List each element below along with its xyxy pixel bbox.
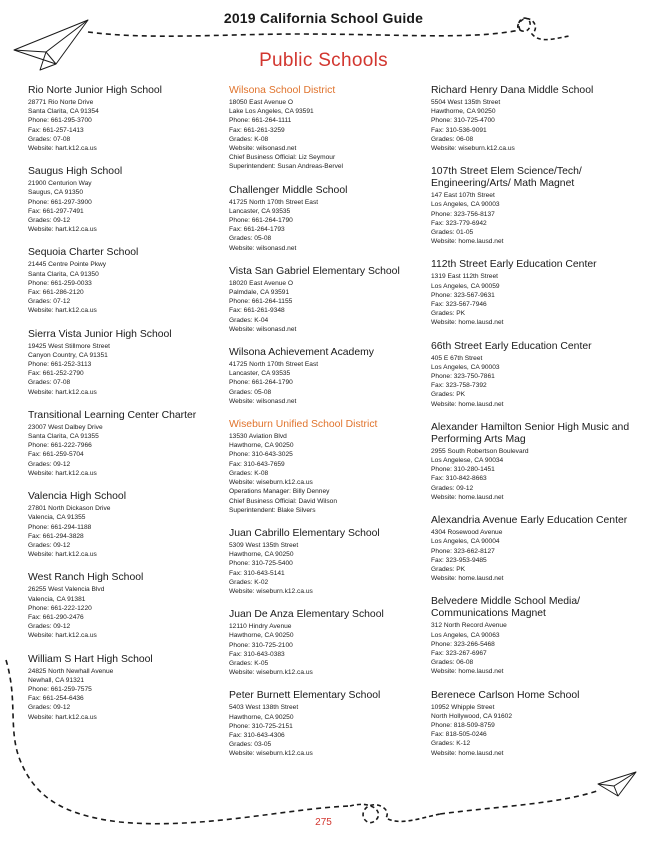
- listing-detail-line: Phone: 818-509-8759: [431, 721, 495, 729]
- dashed-flight-path-bottom-right: [440, 790, 600, 814]
- listing-detail-line: Website: wilsonasd.net: [229, 397, 297, 405]
- listing-detail-line: Grades: 07-12: [28, 298, 71, 306]
- listing-detail-line: 41725 North 170th Street East: [229, 361, 319, 369]
- school-name: Valencia High School: [28, 491, 127, 503]
- listing-detail-line: Superintendent: Susan Andreas-Bervel: [229, 163, 343, 171]
- listing-detail-line: Lancaster, CA 93535: [229, 370, 291, 378]
- listing-detail-line: Valencia, CA 91355: [28, 514, 86, 522]
- school-name: Wilsona Achievement Academy: [229, 347, 374, 359]
- listing-detail-line: 26255 West Valencia Blvd: [28, 586, 105, 594]
- school-name: Juan Cabrillo Elementary School: [229, 527, 380, 539]
- listing-detail-line: Fax: 323-779-6942: [431, 219, 487, 227]
- listing-detail-line: 4304 Rosewood Avenue: [431, 529, 503, 537]
- listing-detail-line: Phone: 661-264-1790: [229, 379, 293, 387]
- school-name: Vista San Gabriel Elementary School: [229, 265, 400, 277]
- school-name: 66th Street Early Education Center: [431, 340, 592, 352]
- listing-detail-line: 24825 North Newhall Avenue: [28, 667, 114, 675]
- listing-detail-line: 1319 East 112th Street: [431, 273, 498, 281]
- listing-detail-line: Fax: 661-264-1793: [229, 226, 285, 234]
- listing-detail-line: Los Angeles, CA 90003: [431, 363, 500, 371]
- school-listing: [431, 259, 631, 327]
- school-listing: [28, 654, 218, 722]
- listing-detail-line: Grades: K-04: [229, 316, 269, 324]
- listing-detail-line: Fax: 661-254-6436: [28, 695, 84, 703]
- school-listing: [28, 85, 218, 153]
- school-name: Belvedere Middle School Media/ Communications Magnet: [431, 596, 581, 620]
- school-name: West Ranch High School: [28, 572, 144, 584]
- listing-detail-line: Phone: 661-259-7575: [28, 685, 92, 693]
- listing-detail-line: Phone: 661-259-0033: [28, 279, 92, 287]
- column-2: [229, 85, 421, 772]
- listing-detail-line: Fax: 661-257-1413: [28, 126, 84, 134]
- listing-detail-line: Website: hart.k12.ca.us: [28, 226, 97, 234]
- listing-detail-line: Saugus, CA 91350: [28, 189, 83, 197]
- listing-detail-line: Website: home.lausd.net: [431, 749, 504, 757]
- district-listing: [229, 85, 421, 172]
- listing-detail-line: Website: hart.k12.ca.us: [28, 388, 97, 396]
- school-name: William S Hart High School: [28, 653, 153, 665]
- listing-detail-line: Newhall, CA 91321: [28, 676, 85, 684]
- listing-detail-line: Website: wilsonasd.net: [229, 145, 297, 153]
- listing-detail-line: Phone: 310-725-4700: [431, 117, 495, 125]
- listing-detail-line: Fax: 310-643-5141: [229, 569, 285, 577]
- listing-detail-line: Phone: 661-295-3700: [28, 117, 92, 125]
- listing-detail-line: Valencia, CA 91381: [28, 595, 86, 603]
- listing-detail-line: Grades: K-02: [229, 578, 269, 586]
- listing-detail-line: Grades: 09-12: [28, 460, 71, 468]
- listing-detail-line: Website: wiseburn.k12.ca.us: [229, 479, 313, 487]
- listing-detail-line: 5309 West 135th Street: [229, 541, 299, 549]
- listing-detail-line: Grades: K-12: [431, 740, 471, 748]
- listing-detail-line: 147 East 107th Street: [431, 192, 495, 200]
- listing-detail-line: Phone: 661-252-3113: [28, 361, 92, 369]
- listing-detail-line: North Hollywood, CA 91602: [431, 712, 513, 720]
- listing-detail-line: Fax: 661-261-3259: [229, 126, 285, 134]
- school-name: Saugus High School: [28, 166, 123, 178]
- school-name: Challenger Middle School: [229, 184, 348, 196]
- listing-detail-line: Grades: K-05: [229, 659, 269, 667]
- listing-detail-line: Website: wiseburn.k12.ca.us: [229, 750, 313, 758]
- listing-detail-line: Website: hart.k12.ca.us: [28, 307, 97, 315]
- listing-detail-line: Grades: 09-12: [431, 484, 474, 492]
- listing-detail-line: Hawthorne, CA 90250: [229, 442, 294, 450]
- listing-detail-line: Website: home.lausd.net: [431, 668, 504, 676]
- school-listing: [431, 422, 631, 502]
- listing-detail-line: Website: wiseburn.k12.ca.us: [431, 145, 515, 153]
- listing-detail-line: Grades: 09-12: [28, 217, 71, 225]
- listing-detail-line: Grades: 06-08: [431, 135, 474, 143]
- listing-detail-line: Fax: 661-290-2476: [28, 613, 84, 621]
- listing-detail-line: Hawthorne, CA 90250: [229, 632, 294, 640]
- listing-detail-line: Fax: 661-252-2790: [28, 370, 84, 378]
- school-name: 107th Street Elem Science/Tech/ Engineering/Arts/ Math Magnet: [431, 166, 582, 190]
- listing-detail-line: Phone: 310-280-1451: [431, 466, 495, 474]
- listing-detail-line: 18050 East Avenue O: [229, 99, 294, 106]
- listing-detail-line: Phone: 661-264-1155: [229, 298, 293, 306]
- school-listing: [431, 341, 631, 409]
- section-title: Public Schools: [259, 50, 388, 71]
- listing-detail-line: Lake Los Angeles, CA 93591: [229, 108, 314, 116]
- listing-detail-line: 5403 West 138th Street: [229, 704, 299, 712]
- listing-detail-line: Fax: 661-297-7491: [28, 207, 84, 215]
- listing-detail-line: Lancaster, CA 93535: [229, 207, 291, 215]
- school-name: Alexandria Avenue Early Education Center: [431, 515, 628, 527]
- school-name: Rio Norte Junior High School: [28, 85, 162, 96]
- listing-detail-line: Grades: 07-08: [28, 135, 71, 143]
- listing-detail-line: Fax: 818-505-0246: [431, 731, 487, 739]
- district-listing: [229, 419, 421, 515]
- listing-detail-line: Fax: 661-259-5704: [28, 451, 84, 459]
- listing-detail-line: Hawthorne, CA 90250: [229, 551, 294, 559]
- listing-detail-line: Phone: 323-750-7861: [431, 373, 495, 381]
- listing-detail-line: Grades: PK: [431, 565, 466, 573]
- listing-detail-line: Santa Clarita, CA 91350: [28, 270, 99, 278]
- school-name: Sequoia Charter School: [28, 247, 139, 259]
- listing-detail-line: Phone: 323-266-5468: [431, 640, 495, 648]
- listing-detail-line: 28771 Rio Norte Drive: [28, 99, 94, 106]
- listing-detail-line: Grades: 09-12: [28, 541, 71, 549]
- school-name: Richard Henry Dana Middle School: [431, 85, 594, 96]
- school-name: Sierra Vista Junior High School: [28, 328, 172, 340]
- listing-detail-line: Website: wilsonasd.net: [229, 325, 297, 333]
- listing-detail-line: Los Angeles, CA 90059: [431, 282, 500, 290]
- listing-detail-line: Palmdale, CA 93591: [229, 289, 290, 297]
- listing-detail-line: Phone: 323-662-8127: [431, 547, 495, 555]
- listing-detail-line: Phone: 661-222-7966: [28, 442, 92, 450]
- listing-detail-line: Santa Clarita, CA 91354: [28, 108, 99, 116]
- listing-detail-line: 19425 West Stillmore Street: [28, 342, 110, 350]
- listing-detail-line: Grades: 09-12: [28, 704, 71, 712]
- listing-detail-line: Website: hart.k12.ca.us: [28, 632, 97, 640]
- listing-detail-line: Grades: PK: [431, 310, 466, 318]
- listing-detail-line: Grades: PK: [431, 391, 466, 399]
- listing-detail-line: 10952 Whipple Street: [431, 703, 495, 711]
- listing-detail-line: Phone: 323-756-8137: [431, 210, 495, 218]
- school-name: Peter Burnett Elementary School: [229, 690, 381, 702]
- school-name: 112th Street Early Education Center: [431, 259, 597, 271]
- listing-detail-line: Website: wiseburn.k12.ca.us: [229, 587, 313, 595]
- listing-detail-line: Grades: 05-08: [229, 388, 272, 396]
- school-listing: [229, 347, 421, 406]
- listing-detail-line: Phone: 661-222-1220: [28, 604, 92, 612]
- listing-detail-line: Los Angeles, CA 90063: [431, 631, 500, 639]
- listing-detail-line: Grades: 07-08: [28, 379, 71, 387]
- listing-detail-line: Grades: 09-12: [28, 623, 71, 631]
- listing-detail-line: Grades: 01-05: [431, 229, 474, 237]
- school-listing: [28, 572, 218, 640]
- listing-detail-line: Website: home.lausd.net: [431, 238, 504, 246]
- listing-detail-line: Fax: 310-842-8663: [431, 475, 487, 483]
- listing-detail-line: Hawthorne, CA 90250: [431, 108, 496, 116]
- listing-detail-line: Phone: 310-725-2100: [229, 641, 293, 649]
- school-listing: [229, 266, 421, 334]
- listing-detail-line: 21900 Centurion Way: [28, 180, 92, 188]
- listing-detail-line: Fax: 323-567-7946: [431, 301, 487, 309]
- school-name: Juan De Anza Elementary School: [229, 609, 384, 621]
- school-listing: [28, 410, 218, 478]
- listing-detail-line: Phone: 310-725-5400: [229, 560, 293, 568]
- listing-detail-line: Fax: 661-294-3828: [28, 532, 84, 540]
- listing-detail-line: Grades: 05-08: [229, 235, 272, 243]
- listing-detail-line: 21445 Centre Pointe Pkwy: [28, 261, 107, 269]
- school-listing: [28, 166, 218, 234]
- listing-detail-line: Fax: 661-286-2120: [28, 289, 84, 297]
- listing-detail-line: Website: hart.k12.ca.us: [28, 551, 97, 559]
- listing-detail-line: Website: hart.k12.ca.us: [28, 713, 97, 721]
- listing-detail-line: Santa Clarita, CA 91355: [28, 433, 99, 441]
- listing-detail-line: Phone: 661-297-3900: [28, 198, 92, 206]
- listing-detail-line: 312 North Record Avenue: [431, 622, 507, 630]
- listing-detail-line: Phone: 661-264-1790: [229, 217, 293, 225]
- school-listing: [28, 247, 218, 315]
- listing-detail-line: 12110 Hindry Avenue: [229, 623, 292, 631]
- listing-detail-line: Website: hart.k12.ca.us: [28, 469, 97, 477]
- page-number: 275: [315, 817, 332, 828]
- listing-detail-line: Phone: 310-725-2151: [229, 722, 293, 730]
- listing-detail-line: Grades: 03-05: [229, 741, 272, 749]
- school-listing: [431, 596, 631, 676]
- listing-detail-line: Grades: K-08: [229, 469, 269, 477]
- listing-detail-line: Website: home.lausd.net: [431, 400, 504, 408]
- column-3: [431, 85, 631, 771]
- school-name: Alexander Hamilton Senior High Music and Performing Arts Mag: [431, 421, 630, 445]
- listing-detail-line: Website: wilsonasd.net: [229, 244, 297, 252]
- school-listing: [229, 528, 421, 596]
- listing-detail-line: Fax: 310-643-7659: [229, 460, 285, 468]
- school-listing: [229, 690, 421, 758]
- listing-detail-line: 27801 North Dickason Drive: [28, 505, 111, 513]
- listing-detail-line: Los Angeles, CA 90004: [431, 538, 500, 546]
- listing-detail-line: Website: hart.k12.ca.us: [28, 145, 97, 153]
- listing-detail-line: Chief Business Official: David Wilson: [229, 497, 337, 505]
- listing-detail-line: Canyon Country, CA 91351: [28, 351, 108, 359]
- school-listing: [431, 690, 631, 758]
- listing-detail-line: Fax: 323-758-7392: [431, 382, 487, 390]
- listing-detail-line: 13530 Aviation Blvd: [229, 433, 287, 441]
- listing-detail-line: Phone: 310-643-3025: [229, 451, 293, 459]
- listing-detail-line: Website: home.lausd.net: [431, 493, 504, 501]
- district-name: Wiseburn Unified School District: [229, 419, 378, 431]
- listing-detail-line: Fax: 661-261-9348: [229, 307, 285, 315]
- school-listing: [229, 185, 421, 253]
- listing-detail-line: Grades: K-08: [229, 135, 269, 143]
- listing-detail-line: Los Angeles, CA 90003: [431, 201, 500, 209]
- listing-detail-line: Fax: 310-643-0383: [229, 650, 285, 658]
- listing-detail-line: Phone: 661-294-1188: [28, 523, 92, 531]
- school-listing: [28, 329, 218, 397]
- listing-detail-line: Fax: 310-643-4306: [229, 731, 285, 739]
- district-name: Wilsona School District: [229, 85, 336, 96]
- listing-detail-line: Website: home.lausd.net: [431, 319, 504, 327]
- school-listing: [431, 515, 631, 583]
- column-1: [28, 85, 218, 735]
- listing-detail-line: 5504 West 135th Street: [431, 99, 501, 106]
- listing-detail-line: Fax: 323-267-6967: [431, 649, 487, 657]
- listing-detail-line: Fax: 310-536-9091: [431, 126, 487, 134]
- listing-detail-line: 405 E 67th Street: [431, 354, 483, 362]
- listing-detail-line: Website: wiseburn.k12.ca.us: [229, 669, 313, 677]
- listing-detail-line: 18020 East Avenue O: [229, 279, 294, 287]
- paper-plane-small-icon: [598, 772, 636, 796]
- listing-detail-line: Grades: 06-08: [431, 659, 474, 667]
- listing-detail-line: 2955 South Robertson Boulevard: [431, 447, 529, 455]
- listing-detail-line: Chief Business Official: Liz Seymour: [229, 154, 336, 162]
- listing-detail-line: Phone: 661-264-1111: [229, 117, 292, 125]
- guide-title: 2019 California School Guide: [223, 10, 424, 26]
- listing-detail-line: 41725 North 170th Street East: [229, 198, 319, 206]
- school-name: Transitional Learning Center Charter: [28, 409, 197, 421]
- listing-detail-line: 23007 West Dalbey Drive: [28, 423, 103, 431]
- school-listing: [431, 85, 631, 153]
- listing-detail-line: Los Angelese, CA 90034: [431, 457, 504, 465]
- listing-detail-line: Website: home.lausd.net: [431, 575, 504, 583]
- school-listing: [431, 166, 631, 246]
- listing-detail-line: Phone: 323-567-9631: [431, 291, 495, 299]
- listing-detail-line: Fax: 323-953-9485: [431, 556, 487, 564]
- school-listing: [229, 609, 421, 677]
- listing-detail-line: Operations Manager: Billy Denney: [229, 488, 330, 496]
- listing-detail-line: Superintendent: Blake Silvers: [229, 506, 316, 514]
- listing-detail-line: Hawthorne, CA 90250: [229, 713, 294, 721]
- school-listing: [28, 491, 218, 559]
- school-name: Berenece Carlson Home School: [431, 689, 580, 701]
- dashed-flight-path-top: [88, 30, 520, 36]
